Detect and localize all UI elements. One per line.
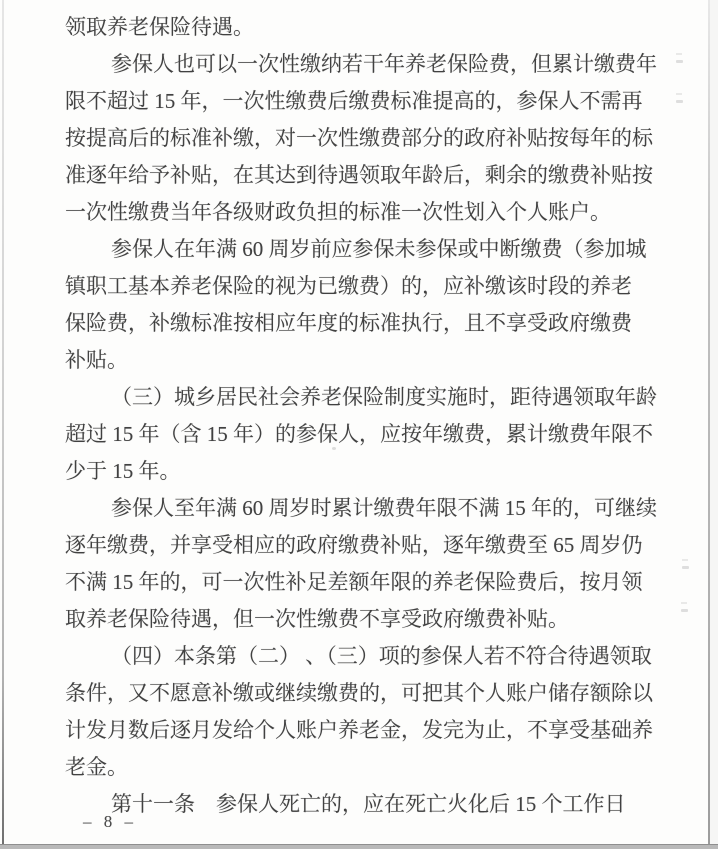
scan-edge-left — [2, 0, 4, 845]
text-line: 镇职工基本养老保险的视为已缴费）的，应补缴该时段的养老 — [65, 274, 632, 298]
text-line: 老金。 — [65, 755, 128, 779]
document-body — [65, 9, 657, 823]
text-line: 一次性缴费当年各级财政负担的标准一次性划入个人账户。 — [65, 200, 611, 224]
page-number: – 8 – — [83, 812, 137, 831]
scan-artifact — [682, 566, 689, 569]
text-line: 参保人也可以一次性缴纳若干年养老保险费，但累计缴费年 — [111, 52, 657, 76]
scan-bottom-band — [0, 844, 718, 849]
text-line: 第十一条 参保人死亡的，应在死亡火化后 15 个工作日 — [111, 792, 626, 816]
text-line: 取养老保险待遇，但一次性缴费不享受政府缴费补贴。 — [65, 607, 569, 631]
text-line: （三）城乡居民社会养老保险制度实施时，距待遇领取年龄 — [111, 385, 657, 409]
text-line: 参保人在年满 60 周岁前应参保未参保或中断缴费（参加城 — [111, 237, 647, 261]
scan-right-gutter — [710, 0, 718, 849]
text-line: 保险费，补缴标准按相应年度的标准执行，且不享受政府缴费 — [65, 311, 632, 335]
scan-artifact — [676, 60, 683, 63]
text-line: 限不超过 15 年，一次性缴费后缴费标准提高的，参保人不需再 — [65, 89, 643, 113]
text-line: （四）本条第（二） 、（三）项的参保人若不符合待遇领取 — [111, 644, 652, 668]
text-line: 逐年缴费，并享受相应的政府缴费补贴，逐年缴费至 65 周岁仍 — [65, 533, 643, 557]
text-line: 计发月数后逐月发给个人账户养老金，发完为止，不享受基础养 — [65, 718, 653, 742]
scan-artifact — [681, 609, 688, 612]
text-line: 超过 15 年（含 15 年）的参保人，应按年缴费，累计缴费年限不 — [65, 422, 653, 446]
scan-artifact — [676, 100, 683, 103]
text-line: 少于 15 年。 — [65, 459, 181, 483]
text-line: 条件，又不愿意补缴或继续缴费的，可把其个人账户储存额除以 — [65, 681, 653, 705]
text-line: 准逐年给予补贴，在其达到待遇领取年龄后，剩余的缴费补贴按 — [65, 163, 653, 187]
text-line: 领取养老保险待遇。 — [65, 15, 254, 39]
text-line: 按提高后的标准补缴，对一次性缴费部分的政府补贴按每年的标 — [65, 126, 653, 150]
text-line: 补贴。 — [65, 348, 128, 372]
text-line: 参保人至年满 60 周岁时累计缴费年限不满 15 年的，可继续 — [111, 496, 657, 520]
scan-artifact — [332, 447, 336, 450]
text-line: 不满 15 年的，可一次性补足差额年限的养老保险费后，按月领 — [65, 570, 643, 594]
